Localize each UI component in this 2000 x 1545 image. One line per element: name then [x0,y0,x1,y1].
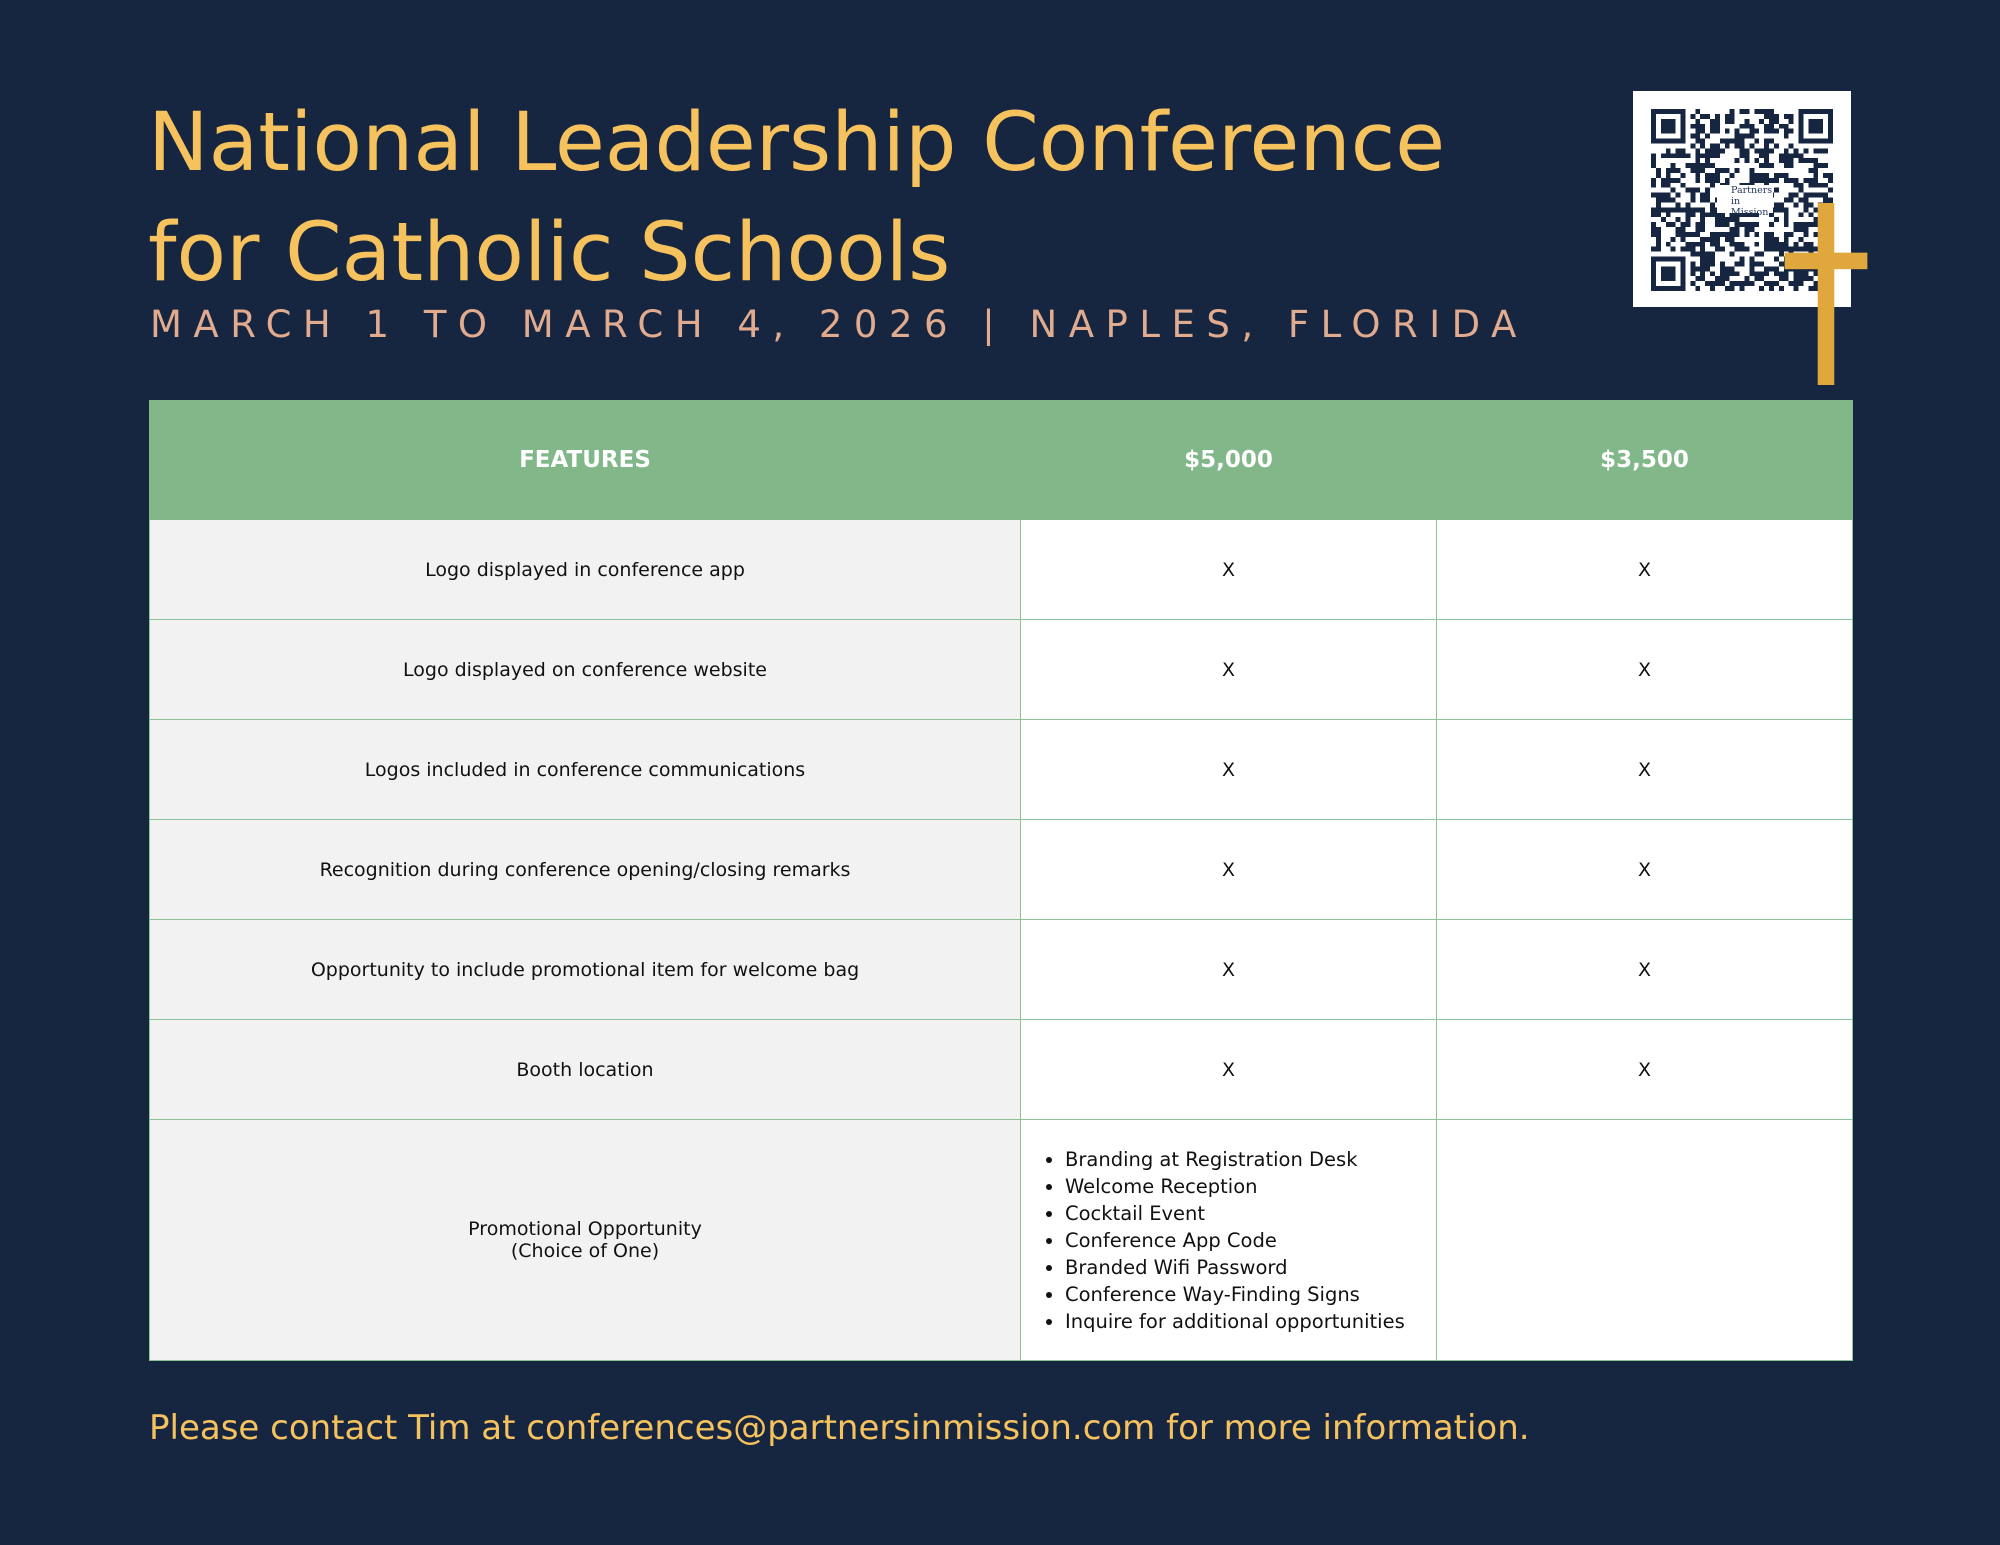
feature-cell: Logos included in conference communications [150,720,1021,820]
feature-cell: Logo displayed in conference app [150,520,1021,620]
promo-label: Promotional Opportunity [468,1218,702,1240]
list-item: • Cocktail Event [1065,1200,1436,1227]
tier-5000-cell: X [1021,820,1437,920]
table-row-promotional [150,1120,1853,1361]
table-row [150,620,1853,720]
tier-5000-cell: X [1021,520,1437,620]
promo-sublabel: (Choice of One) [510,1240,660,1262]
feature-cell: Opportunity to include promotional item for welcome bag [150,920,1021,1020]
feature-cell: Recognition during conference opening/closing remarks [150,820,1021,920]
tier-5000-cell: X [1021,1020,1437,1120]
tier-5000-promo-options [1021,1120,1437,1361]
promo-options-list [1021,1146,1436,1335]
qr-code[interactable] [1633,91,1851,307]
tier-5000-cell: X [1021,720,1437,820]
column-header-tier-3500: $3,500 [1437,401,1853,520]
page-title [148,88,1598,308]
logo-text-line-1: Partners [1731,185,1773,196]
cross-icon [1735,203,1917,385]
table-row [150,720,1853,820]
list-item: • Branding at Registration Desk [1065,1146,1436,1173]
feature-cell: Logo displayed on conference website [150,620,1021,720]
tier-5000-cell: X [1021,620,1437,720]
sponsorship-features-table [149,400,1853,1361]
tier-3500-cell: X [1437,520,1853,620]
table-row [150,1020,1853,1120]
tier-3500-cell: X [1437,820,1853,920]
contact-info: Please contact Tim at conferences@partnersinmission.com for more information. [149,1408,1530,1448]
logo-text-line-2: in Mission [1731,196,1769,218]
list-item: • Conference App Code [1065,1227,1436,1254]
tier-3500-cell-empty [1437,1120,1853,1361]
feature-cell-promotional [150,1120,1021,1361]
tier-3500-cell: X [1437,720,1853,820]
table-row [150,920,1853,1020]
event-dates-location: MARCH 1 TO MARCH 4, 2026 | NAPLES, FLORIDA [150,303,1528,346]
list-item: • Inquire for additional opportunities [1065,1308,1436,1335]
table-header-row [150,401,1853,520]
tier-5000-cell: X [1021,920,1437,1020]
column-header-features: FEATURES [150,401,1021,520]
column-header-tier-5000: $5,000 [1021,401,1437,520]
table-row [150,520,1853,620]
title-line-1: National Leadership Conference [148,96,1446,190]
tier-3500-cell: X [1437,920,1853,1020]
list-item: • Welcome Reception [1065,1173,1436,1200]
table-row [150,820,1853,920]
tier-3500-cell: X [1437,1020,1853,1120]
title-line-2: for Catholic Schools [148,206,951,300]
tier-3500-cell: X [1437,620,1853,720]
list-item: • Conference Way-Finding Signs [1065,1281,1436,1308]
partners-in-mission-logo [1717,185,1773,218]
feature-cell: Booth location [150,1020,1021,1120]
list-item: • Branded Wifi Password [1065,1254,1436,1281]
